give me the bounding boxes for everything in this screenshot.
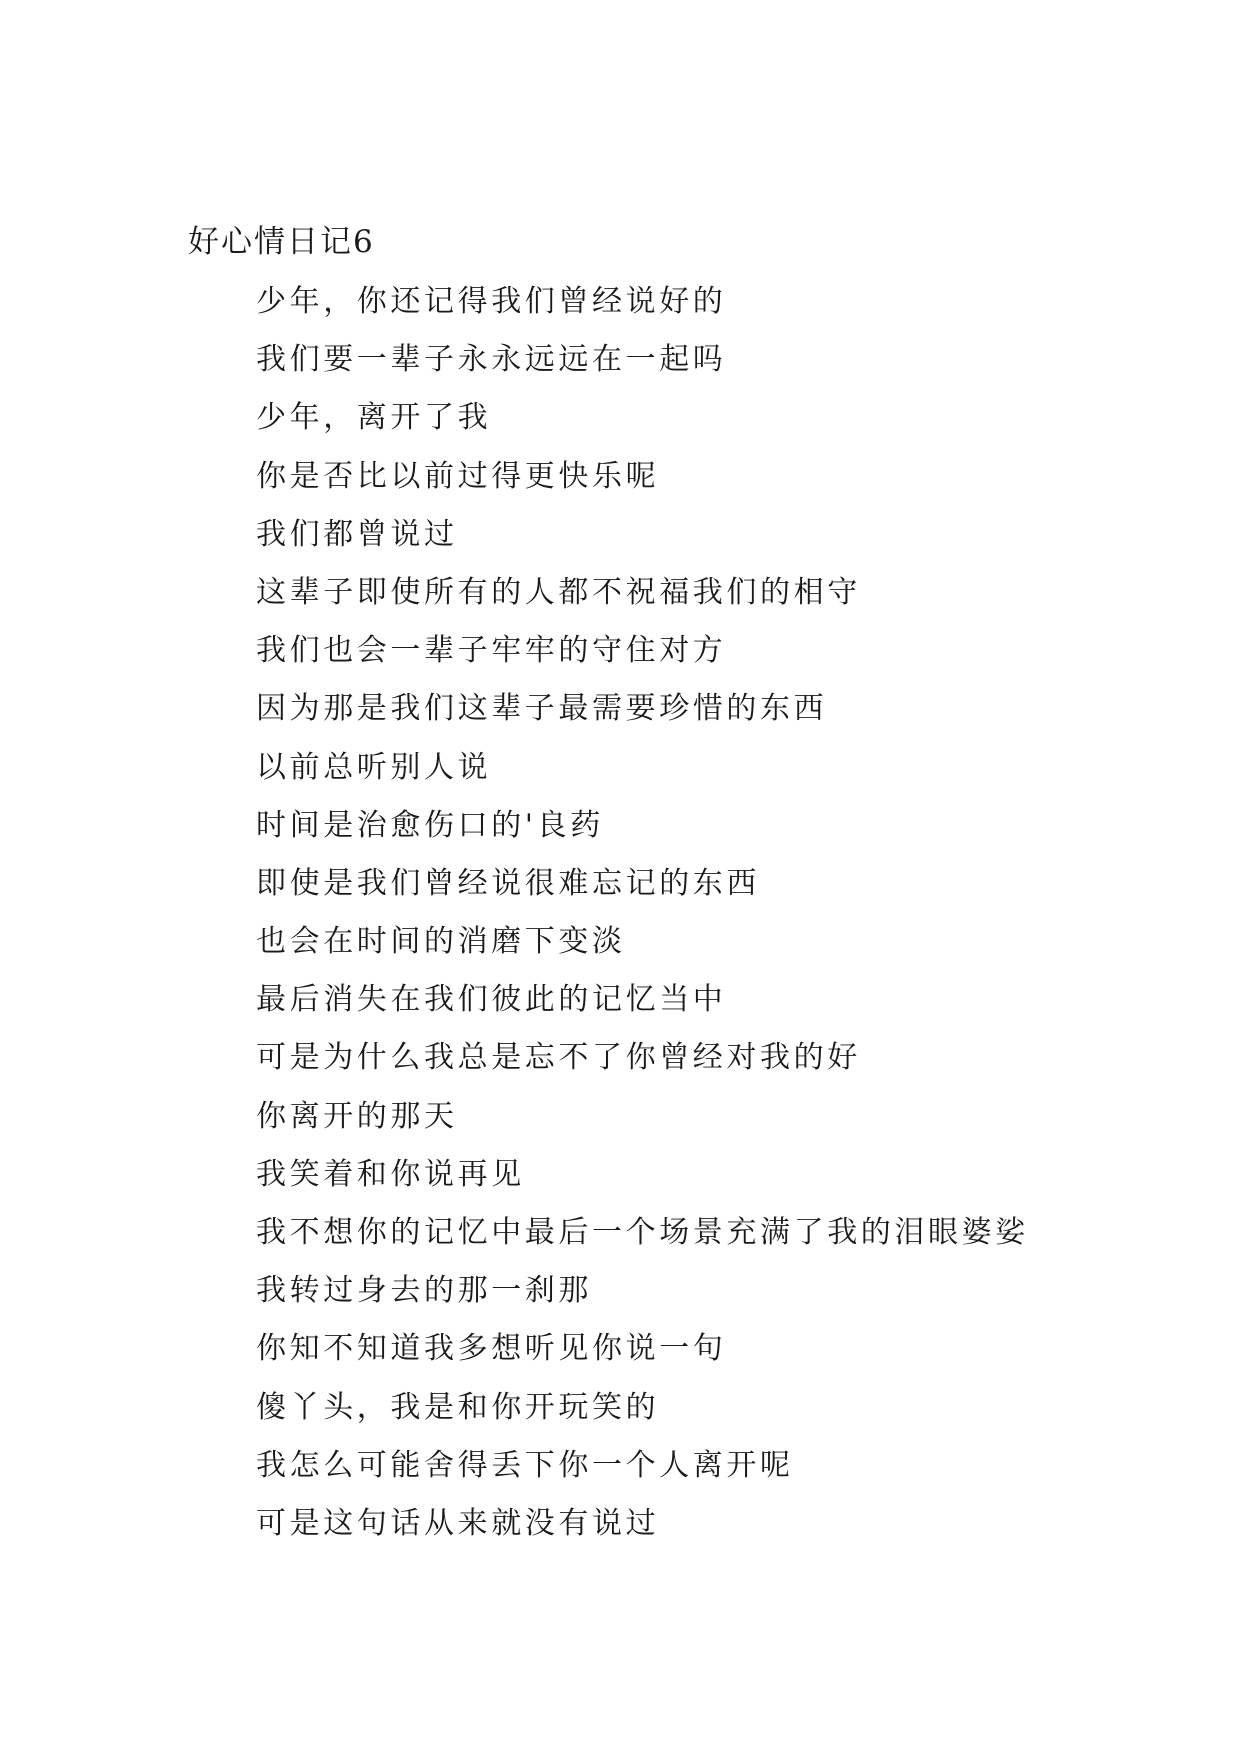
poem-body xyxy=(256,282,1029,1562)
poem-line: 少年，离开了我 xyxy=(256,400,492,436)
poem-line: 我们要一辈子永永远远在一起吗 xyxy=(256,342,727,378)
poem-line: 我们都曾说过 xyxy=(256,516,458,552)
poem-line: 也会在时间的消磨下变淡 xyxy=(256,924,626,960)
poem-line: 我转过身去的那一刹那 xyxy=(256,1273,592,1309)
poem-line: 可是为什么我总是忘不了你曾经对我的好 xyxy=(256,1040,861,1076)
poem-line: 你是否比以前过得更快乐呢 xyxy=(256,458,660,494)
poem-line: 因为那是我们这辈子最需要珍惜的东西 xyxy=(256,691,828,727)
poem-line: 这辈子即使所有的人都不祝福我们的相守 xyxy=(256,574,861,610)
poem-line: 你离开的那天 xyxy=(256,1098,458,1134)
poem-line: 你知不知道我多想听见你说一句 xyxy=(256,1331,727,1367)
poem-line: 最后消失在我们彼此的记忆当中 xyxy=(256,982,727,1018)
poem-line: 我们也会一辈子牢牢的守住对方 xyxy=(256,633,727,669)
poem-line: 以前总听别人说 xyxy=(256,749,492,785)
poem-line: 我怎么可能舍得丢下你一个人离开呢 xyxy=(256,1447,794,1483)
poem-line: 即使是我们曾经说很难忘记的东西 xyxy=(256,865,760,901)
poem-line: 我不想你的记忆中最后一个场景充满了我的泪眼婆娑 xyxy=(256,1215,1029,1250)
poem-line: 我笑着和你说再见 xyxy=(256,1156,525,1192)
poem-line: 傻丫头，我是和你开玩笑的 xyxy=(256,1389,660,1425)
poem-line: 时间是治愈伤口的'良药 xyxy=(256,807,604,843)
poem-line: 可是这句话从来就没有说过 xyxy=(256,1505,660,1541)
document-title: 好心情日记6 xyxy=(188,224,375,260)
poem-line: 少年，你还记得我们曾经说好的 xyxy=(256,284,727,319)
